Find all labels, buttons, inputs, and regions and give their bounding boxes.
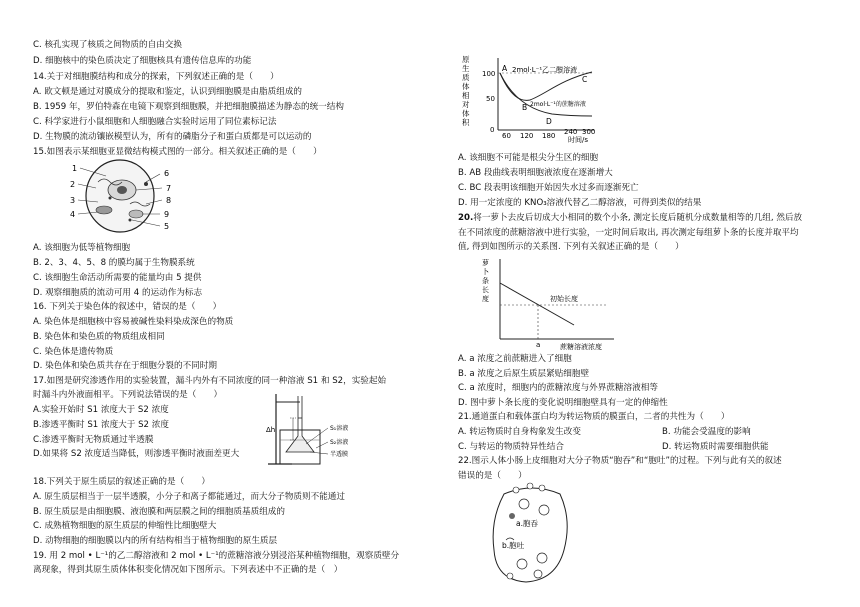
point-d: D: [546, 117, 552, 126]
xtick-300: 300: [582, 128, 596, 136]
q18-option-d: D. 动物细胞的细胞膜以内的所有结构相当于植物细胞的原生质层: [33, 536, 278, 546]
q16-option-d: D. 染色体和染色质共存在于细胞分裂的不同时期: [33, 361, 217, 371]
s1-solution-label: S₁溶液: [330, 425, 349, 432]
cell-label-6: 6: [164, 169, 170, 178]
cell-label-8: 8: [166, 196, 172, 205]
cell-label-7: 7: [166, 184, 172, 193]
q21-option-d: D. 转运物质时需要细胞供能: [662, 442, 769, 452]
q17-option-d: D.如果将 S2 浓度适当降低，则渗透平衡时液面差更大: [33, 449, 240, 459]
q20-xlabel: 蔗糖溶液浓度: [560, 343, 602, 351]
q17-option-a: A.实验开始时 S1 浓度大于 S2 浓度: [33, 405, 169, 415]
q18-option-b: B. 原生质层是由细胞膜、液泡膜和两层膜之间的细胞质基质组成的: [33, 507, 285, 517]
cell-label-4: 4: [70, 210, 76, 219]
s2-solution-label: S₂溶液: [330, 439, 349, 446]
exocytosis-label: b.胞吐: [502, 541, 525, 550]
q14-option-c: C. 科学家进行小鼠细胞和人细胞融合实验时运用了同位素标记法: [33, 117, 277, 127]
q20-stem-line2: 在不同浓度的蔗糖溶液中进行实验，一定时间后取出, 再次测定每组萝卜条的长度并取平均: [458, 228, 799, 238]
xtick-180: 180: [542, 132, 556, 140]
point-b: B: [522, 103, 528, 112]
delta-h-label: Δh: [266, 426, 276, 434]
radish-length-chart: [478, 255, 618, 353]
q17-stem-line1: 17.如图是研究渗透作用的实验装置，漏斗内外有不同浓度的同一种溶液 S1 和 S2，实验起始: [33, 376, 387, 386]
q22-stem-line2: 错误的是（ ）: [458, 471, 527, 481]
q21-option-b: B. 功能会受温度的影响: [662, 427, 751, 437]
xtick-120: 120: [520, 132, 534, 140]
q19-stem-line1: 19. 用 2 mol • L⁻¹的乙二醇溶液和 2 mol • L⁻¹的蔗糖溶液分别浸浴某种植物细胞，观察质壁分: [33, 551, 400, 561]
cell-structure-figure: [66, 158, 186, 240]
q19-stem-line2: 离现象，得到其原生质体体积变化情况如下图所示。下列表述中不正确的是（ ）: [33, 565, 343, 575]
q20-stem-text1: 将一萝卜去皮后切成大小相同的数个小条, 测定长度后随机分成数量相等的几组, 然后放: [473, 213, 803, 223]
cell-label-2: 2: [70, 180, 76, 189]
initial-length-label: 初始长度: [550, 295, 578, 303]
q22-stem-line1: 22.图示人体小肠上皮细胞对大分子物质“胞吞”和“胞吐”的过程。下列与此有关的叙述: [458, 456, 782, 466]
q19-option-d: D. 用一定浓度的 KNO₃溶液代替乙二醇溶液，可得到类似的结果: [458, 198, 702, 208]
semipermeable-membrane-label: 半透膜: [330, 451, 349, 458]
q17-stem-line2: 时漏斗内外液面相平。下列说法错误的是（ ）: [33, 390, 223, 400]
q16-option-c: C. 染色体是遗传物质: [33, 347, 114, 357]
osmosis-apparatus-figure: [262, 390, 382, 468]
point-a: A: [502, 64, 508, 73]
q20-option-b: B. a 浓度之后原生质层紧贴细胞壁: [458, 369, 590, 379]
q14-option-d: D. 生物膜的流动镶嵌模型认为，所有的磷脂分子和蛋白质都是可以运动的: [33, 132, 312, 142]
q14-stem: 14.关于对细胞膜结构和成分的探索，下列叙述正确的是（ ）: [33, 72, 279, 82]
ytick-0: 0: [490, 126, 495, 134]
q21-stem: 21.通道蛋白和载体蛋白均为转运物质的膜蛋白，二者的共性为（ ）: [458, 412, 730, 422]
q20-option-c: C. a 浓度时，细胞内的蔗糖浓度与外界蔗糖溶液相等: [458, 383, 658, 393]
q20-stem-line3: 值, 得到如图所示的关系图. 下列有关叙述正确的是（ ）: [458, 242, 684, 252]
endocytosis-label: a.胞吞: [516, 519, 538, 528]
cell-label-5: 5: [164, 222, 170, 231]
ytick-50: 50: [486, 95, 495, 103]
cell-label-1: 1: [72, 164, 78, 173]
q20-option-d: D. 图中萝卜条长度的变化说明细胞壁具有一定的伸缩性: [458, 398, 668, 408]
q15-option-b: B. 2、3、4、5、8 的膜均属于生物膜系统: [33, 258, 195, 268]
q19-option-c: C. BC 段表明该细胞开始因失水过多而逐渐死亡: [458, 183, 639, 193]
q18-stem: 18.下列关于原生质层的叙述正确的是（ ）: [33, 477, 210, 487]
xtick-60: 60: [502, 132, 511, 140]
ytick-100: 100: [482, 70, 496, 78]
q16-option-a: A. 染色体是细胞核中容易被碱性染料染成深色的物质: [33, 317, 234, 327]
protoplast-volume-chart: [460, 52, 600, 144]
q15-option-a: A. 该细胞为低等植物细胞: [33, 243, 131, 253]
ethylene-glycol-label: 2mol·L⁻¹乙二醇溶液: [512, 66, 578, 74]
q19-option-a: A. 该细胞不可能是根尖分生区的细胞: [458, 153, 599, 163]
xtick-240: 240: [564, 128, 578, 136]
q13-option-d: D. 细胞核中的染色质决定了细胞核具有遗传信息库的功能: [33, 56, 252, 66]
q17-option-c: C.渗透平衡时无物质通过半透膜: [33, 435, 154, 445]
q15-option-c: C. 该细胞生命活动所需要的能量均由 5 提供: [33, 273, 202, 283]
q13-option-c: C. 核孔实现了核质之间物质的自由交换: [33, 40, 182, 50]
q16-option-b: B. 染色体和染色质的物质组成相同: [33, 332, 165, 342]
q20-option-a: A. a 浓度之前蔗糖进入了细胞: [458, 354, 572, 364]
q14-option-a: A. 欧文顿是通过对膜成分的提取和鉴定，认识到细胞膜是由脂质组成的: [33, 87, 303, 97]
q18-option-a: A. 原生质层相当于一层半透膜，小分子和离子都能通过，而大分子物质则不能通过: [33, 492, 345, 502]
endocytosis-figure: [486, 480, 578, 588]
cell-label-9: 9: [164, 210, 170, 219]
q21-option-c: C. 与转运的物质特异性结合: [458, 442, 564, 452]
q17-option-b: B.渗透平衡时 S1 浓度大于 S2 浓度: [33, 420, 169, 430]
chart-ylabel: 原生质体相对体积: [462, 55, 470, 127]
chart-xlabel: 时间/s: [568, 136, 589, 144]
q19-option-b: B. AB 段曲线表明细胞液浓度在逐渐增大: [458, 168, 613, 178]
q21-option-a: A. 转运物质时自身构象发生改变: [458, 427, 581, 437]
sucrose-label: 2mol·L⁻¹的蔗糖溶液: [530, 101, 586, 108]
concentration-a-label: a: [536, 341, 541, 349]
cell-label-3: 3: [70, 196, 76, 205]
q20-stem-line1: [458, 214, 802, 223]
point-c: C: [582, 75, 588, 84]
q14-option-b: B. 1959 年，罗伯特森在电镜下观察到细胞膜，并把细胞膜描述为静态的统一结构: [33, 102, 344, 112]
q15-stem: 15.如图表示某细胞亚显微结构模式图的一部分。相关叙述正确的是（ ）: [33, 147, 322, 157]
q20-number: 20.: [458, 213, 474, 223]
q18-option-c: C. 成熟植物细胞的原生质层的伸缩性比细胞壁大: [33, 521, 217, 531]
q15-option-d: D. 观察细胞质的流动可用 4 的运动作为标志: [33, 288, 203, 298]
ethylene-glycol-curve: [500, 72, 592, 100]
q16-stem: 16. 下列关于染色体的叙述中，错误的是（ ）: [33, 302, 222, 312]
q20-ylabel: 萝卜条长度: [482, 259, 489, 303]
